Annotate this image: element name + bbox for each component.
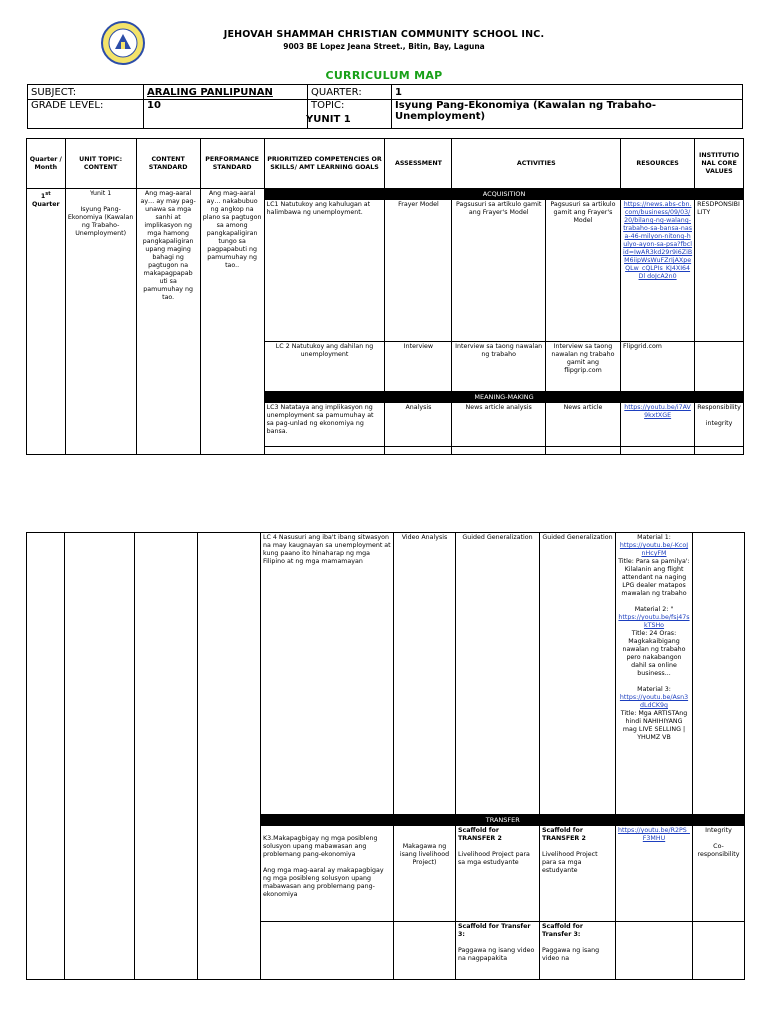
lc1-activity-2: Pagsusuri sa artikulo gamit ang Frayer's Model bbox=[545, 200, 620, 342]
lc1-activity-1: Pagsusuri sa artikulo gamit ang Frayer's Model bbox=[452, 200, 545, 342]
k3-core-values: Integrity Co-responsibility bbox=[693, 826, 745, 922]
school-name: JEHOVAH SHAMMAH CHRISTIAN COMMUNITY SCHOOL INC. bbox=[223, 29, 545, 40]
band-transfer: TRANSFER bbox=[262, 816, 745, 825]
k3-cell: K3.Makapagbigay ng mga posibleng solusyon upang mabawasan ang problemang pang-ekonomiya Ang mga mag-aaral ay makapagbigay ng mga posibleng solusyon upang mabawasan ang problemang pang-ekonomiya bbox=[261, 826, 394, 922]
lc2-text: LC 2 Natutukoy ang dahilan ng unemployment bbox=[264, 342, 385, 392]
lc2-activity-2: Interview sa taong nawalan ng trabaho gamit ang flipgrip.com bbox=[545, 342, 620, 392]
grade-value: 10 bbox=[144, 100, 308, 129]
band-meaning-making: MEANING-MAKING bbox=[265, 393, 743, 402]
page-title: CURRICULUM MAP bbox=[325, 69, 443, 82]
col-content-standard: CONTENT STANDARD bbox=[136, 139, 200, 189]
k3-resource-link[interactable]: https://youtu.be/R2PS_F3MHU bbox=[616, 826, 693, 922]
col-activities: ACTIVITIES bbox=[452, 139, 621, 189]
lc1-resource-link[interactable]: https://news.abs-cbn.com/business/09/03/20/bilang-ng-walang-trabaho-sa-bansa-nasa-46-milyon-nitong-hulyo-ayon-sa-psa?fbclid=IwAR3kd29r9i6ZiBM6iipWsWuFZrIjAXpeQLw_cQLPIs_KJ4XI64Dl doJcA2n0 bbox=[621, 200, 695, 342]
col-quarter: Quarter / Month bbox=[27, 139, 66, 189]
scaffold3-activity-1: Scaffold for Transfer 3: Paggawa ng isang video na nagpapakita bbox=[456, 922, 540, 980]
lc3-activity-2: News article bbox=[545, 403, 620, 447]
lc4-assessment: Video Analysis bbox=[394, 533, 456, 815]
lc1-core-values: RESDPONSIBILITY bbox=[695, 200, 744, 342]
topic-value: YUNIT 1 bbox=[306, 114, 351, 125]
grade-label: GRADE LEVEL: bbox=[28, 100, 144, 129]
quarter-label: QUARTER: bbox=[308, 85, 392, 100]
lc2-activity-1: Interview sa taong nawalan ng trabaho bbox=[452, 342, 545, 392]
band-acquisition: ACQUISITION bbox=[265, 190, 743, 199]
lc3-text: LC3 Natataya ang implikasyon ng unemployment sa pamumuhay at sa pag-unlad ng ekonomiya ng bansa. bbox=[264, 403, 385, 447]
lc4-resources: Material 1: https://youtu.be/-KcoJnHcyFM Title: Para sa pamilya': Kilalanin ang flight attendant na naging LPG dealer matapos mawalan ng trabaho Material 2: " https://youtu.be/fsj47skTSHo Title: 24 Oras: Magkakaibigang nawalan ng trabaho pero nakabangon dahil sa online business... Material 3: https://youtu.be/Asn3dLdCK9g Title: Mga ARTISTAng hindi NAHIHIYANG mag LIVE SELLING | YHUMZ VB bbox=[616, 533, 693, 815]
col-unit-topic: UNIT TOPIC: CONTENT bbox=[65, 139, 136, 189]
scaffold2-activity-2: Scaffold for TRANSFER 2 Livelihood Project para sa mga estudyante bbox=[540, 826, 616, 922]
k3-assessment: Makagawa ng isang livelihood Project) bbox=[394, 826, 456, 922]
subject-value: ARALING PANLIPUNAN bbox=[144, 85, 308, 100]
col-competencies: PRIORITIZED COMPETENCIES OR SKILLS/ AMT LEARNING GOALS bbox=[264, 139, 385, 189]
info-table bbox=[27, 84, 743, 129]
lc3-resource-link[interactable]: https://youtu.be/i7AV9kxtXGE bbox=[621, 403, 695, 447]
scaffold2-activity-1: Scaffold for TRANSFER 2 Livelihood Project para sa mga estudyante bbox=[456, 826, 540, 922]
unit-topic-cell: Yunit 1 Isyung Pang-Ekonomiya (Kawalan ng Trabaho-Unemployment) bbox=[65, 189, 136, 455]
lc1-assessment: Frayer Model bbox=[385, 200, 452, 342]
scaffold3-activity-2: Scaffold for Transfer 3: Paggawa ng isang video na bbox=[540, 922, 616, 980]
lc3-activity-1: News article analysis bbox=[452, 403, 545, 447]
col-resources: RESOURCES bbox=[621, 139, 695, 189]
curriculum-table-page1 bbox=[26, 138, 744, 455]
col-assessment: ASSESSMENT bbox=[385, 139, 452, 189]
lc2-resource: Flipgrid.com bbox=[621, 342, 695, 392]
lc3-assessment: Analysis bbox=[385, 403, 452, 447]
content-standard-cell: Ang mag-aaral ay… ay may pag- unawa sa mga sanhi at implikasyon ng mga hamong pangkapaligiran upang maging bahagi ng pagtugon na makapagpapab uti sa pamumuhay ng tao. bbox=[136, 189, 200, 455]
material1-link[interactable]: https://youtu.be/-KcoJnHcyFM bbox=[619, 542, 689, 557]
lc1-text: LC1 Natutukoy ang kahulugan at halimbawa ng unemployment. bbox=[264, 200, 385, 342]
lc2-assessment: Interview bbox=[385, 342, 452, 392]
col-performance-standard: PERFORMANCE STANDARD bbox=[200, 139, 264, 189]
lc4-activity-2: Guided Generalization bbox=[540, 533, 616, 815]
col-core-values: INSTITUTIONAL CORE VALUES bbox=[695, 139, 744, 189]
material3-link[interactable]: https://youtu.be/Asn3dLdCK9g bbox=[619, 694, 689, 709]
topic-label: TOPIC: bbox=[311, 100, 345, 111]
material2-link[interactable]: https://youtu.be/fsj47skTSHo bbox=[618, 614, 690, 629]
subject-label: SUBJECT: bbox=[28, 85, 144, 100]
performance-standard-cell: Ang mag-aaral ay… nakabubuo ng angkop na plano sa pagtugon sa among pangkapaligiran tungo sa pagpapabuti ng pamumuhay ng tao.. bbox=[200, 189, 264, 455]
lc3-core-values: Responsibility integrity bbox=[695, 403, 744, 447]
lc4-text: LC 4 Nasusuri ang iba't ibang sitwasyon na may kaugnayan sa unemployment at kung paano ito hinaharap ng mga Filipino at ng mga mamamayan bbox=[261, 533, 394, 815]
quarter-value: 1 bbox=[392, 85, 743, 100]
topic-description: Isyung Pang-Ekonomiya (Kawalan ng Trabaho- Unemployment) bbox=[392, 100, 743, 129]
curriculum-table-page2 bbox=[26, 532, 745, 980]
quarter-cell: 1st Quarter bbox=[27, 189, 66, 455]
school-address: 9003 BE Lopez Jeana Street., Bitin, Bay, Laguna bbox=[283, 42, 485, 51]
lc4-activity-1: Guided Generalization bbox=[456, 533, 540, 815]
